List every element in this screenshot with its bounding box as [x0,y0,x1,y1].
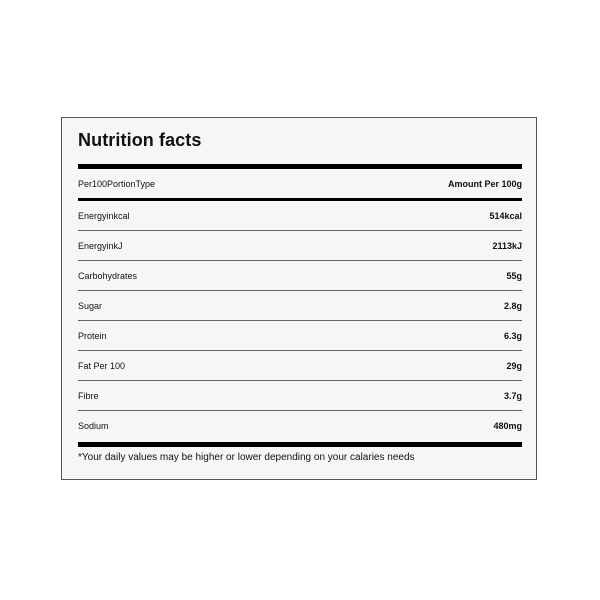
nutrient-label: Sodium [78,421,109,431]
nutrient-value: 29g [506,360,522,371]
nutrition-facts-panel [61,117,537,480]
nutrient-row-sodium [78,411,522,441]
nutrient-label: Protein [78,330,107,341]
nutrient-value: 6.3g [503,330,522,341]
nutrient-value: 480mg [493,421,522,431]
footnote: *Your daily values may be higher or lower depending on your calaries needs [78,452,415,463]
nutrient-label: Fibre [78,390,99,401]
nutrient-row-energy-kj [78,231,522,261]
nutrient-value: 3.7g [503,390,522,401]
header-value: Amount Per 100g [447,178,522,189]
nutrient-row-carbohydrates [78,261,522,291]
panel-title: Nutrition facts [78,130,202,150]
nutrient-row-fat [78,351,522,381]
nutrient-label: Sugar [78,300,103,311]
header-row [78,169,522,198]
nutrient-value: 2.8g [503,300,522,311]
header-label: Per100PortionType [78,178,156,189]
nutrient-label: Fat Per 100 [78,360,126,371]
nutrient-value: 2113kJ [492,240,522,251]
bottom-divider [78,442,522,447]
nutrient-row-protein [78,321,522,351]
nutrient-label: EnergyinkJ [78,240,123,251]
nutrient-label: Carbohydrates [78,270,138,281]
nutrient-row-energy-kcal [78,201,522,231]
nutrient-label: Energyinkcal [78,210,130,221]
nutrient-value: 55g [506,270,522,281]
nutrient-value: 514kcal [489,210,522,221]
nutrient-row-fibre [78,381,522,411]
nutrient-row-sugar [78,291,522,321]
